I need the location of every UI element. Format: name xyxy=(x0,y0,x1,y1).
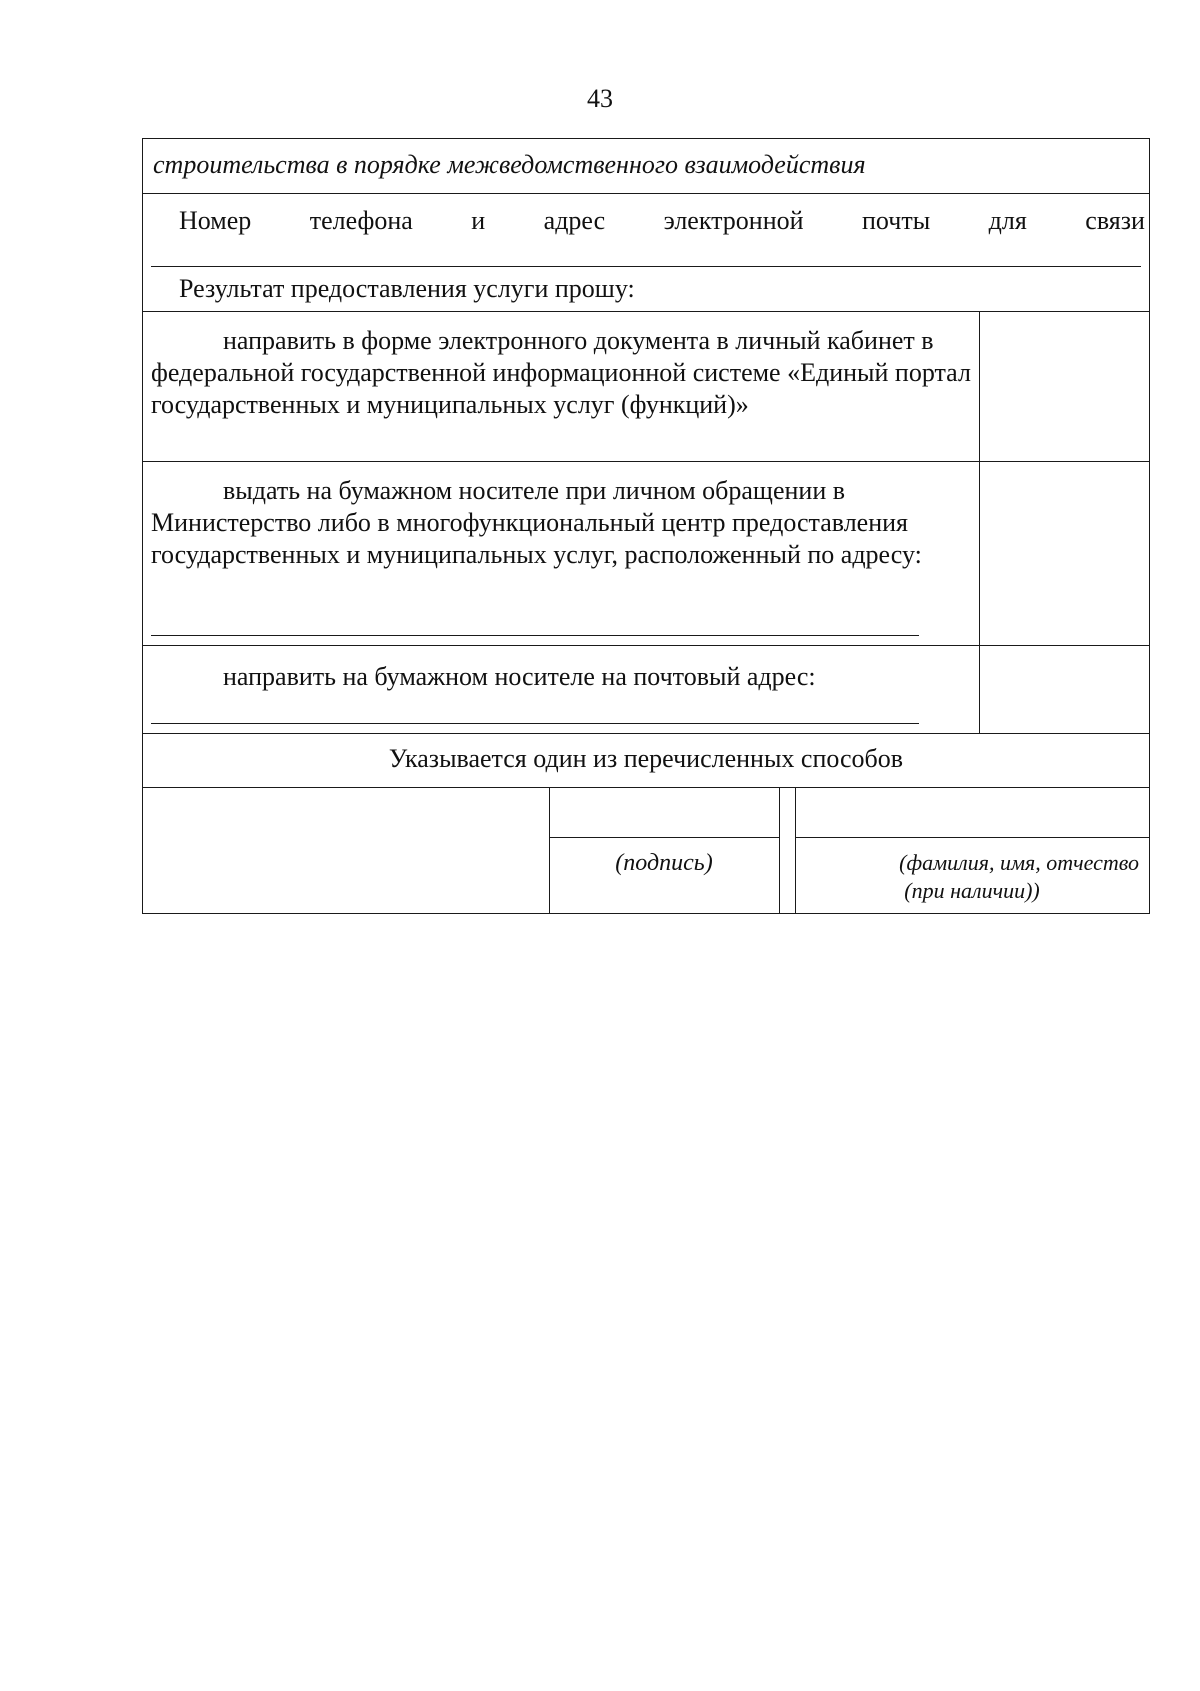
application-form-table xyxy=(142,138,1150,914)
option-electronic-checkbox[interactable] xyxy=(979,311,1149,461)
contact-label-word: и xyxy=(471,206,486,235)
address-fill-line xyxy=(151,635,919,636)
contact-label-word: адрес xyxy=(543,206,606,235)
contact-label-word: почты xyxy=(862,206,931,235)
signature-line xyxy=(549,837,779,838)
option-electronic-text: направить в форме электронного документа в личный кабинет в федеральной государственной информационной системе «Единый портал государственных и муниципальных услуг (функций)» xyxy=(151,326,971,419)
full-name-caption-line: (фамилия, имя, отчество xyxy=(899,850,1139,875)
signature-field[interactable] xyxy=(549,787,779,837)
full-name-line xyxy=(795,837,1149,838)
option-postal-text: направить на бумажном носителе на почтовый адрес: xyxy=(223,662,816,691)
page-number: 43 xyxy=(587,84,613,113)
contact-label-word: телефона xyxy=(309,206,413,235)
contact-fill-line xyxy=(151,266,1141,267)
result-heading: Результат предоставления услуги прошу: xyxy=(179,274,635,303)
option-in-person-checkbox[interactable] xyxy=(979,461,1149,645)
checkbox-column-divider xyxy=(979,311,980,733)
option-postal-checkbox[interactable] xyxy=(979,645,1149,733)
row-divider xyxy=(143,193,1149,194)
date-cell[interactable] xyxy=(143,787,549,913)
option-in-person-address-input[interactable] xyxy=(151,607,919,637)
cell-divider xyxy=(779,787,780,913)
contact-label-word: для xyxy=(988,206,1027,235)
option-in-person-text: выдать на бумажном носителе при личном обращении в Министерство либо в многофункциональный центр предоставления государственных и муниципальных услуг, расположенный по адресу: xyxy=(151,476,922,569)
contact-input[interactable] xyxy=(153,231,1141,261)
full-name-field[interactable] xyxy=(795,787,1149,837)
signature-caption: (подпись) xyxy=(615,850,713,876)
method-note: Указывается один из перечисленных способов xyxy=(388,744,904,773)
row-divider xyxy=(143,733,1149,734)
contact-label-word: электронной xyxy=(663,206,804,235)
full-name-caption xyxy=(795,849,1149,905)
contact-label-word: связи xyxy=(1085,206,1145,235)
full-name-caption-line: (при наличии)) xyxy=(904,878,1040,903)
option-postal-address-input[interactable] xyxy=(151,695,919,725)
address-fill-line xyxy=(151,723,919,724)
contact-label-word: Номер xyxy=(179,206,252,235)
continued-text: строительства в порядке межведомственного взаимодействия xyxy=(153,150,866,179)
